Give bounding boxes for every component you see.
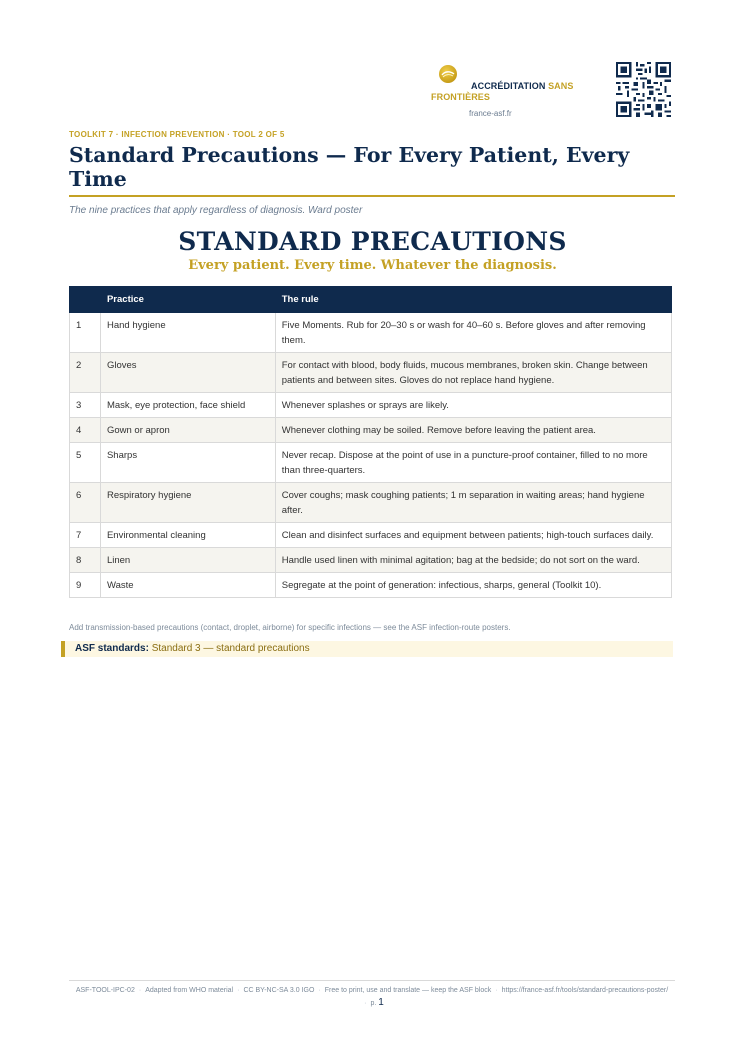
poster-heading: STANDARD PRECAUTIONS <box>178 227 567 256</box>
table-row <box>70 523 672 548</box>
brand-name-part1: ACCRÉDITATION <box>471 81 546 91</box>
row-number: 2 <box>70 353 101 393</box>
row-practice: Linen <box>100 548 275 573</box>
poster-tagline: Every patient. Every time. Whatever the diagnosis. <box>188 258 557 273</box>
row-practice: Mask, eye protection, face shield <box>100 393 275 418</box>
table-row <box>70 353 672 393</box>
footer-usage: Free to print, use and translate — keep the ASF block <box>324 987 492 994</box>
brand-block <box>431 64 601 118</box>
row-number: 8 <box>70 548 101 573</box>
footer-url[interactable]: https://france-asf.fr/tools/standard-precautions-poster/ <box>501 987 669 994</box>
row-number: 5 <box>70 443 101 483</box>
table-row <box>70 443 672 483</box>
toolkit-label: TOOLKIT 7 · INFECTION PREVENTION · TOOL 2 OF 5 <box>69 130 285 139</box>
column-header-practice: Practice <box>100 287 275 313</box>
footer-page-number: 1 <box>378 997 384 1008</box>
table-row <box>70 548 672 573</box>
row-practice: Gown or apron <box>100 418 275 443</box>
page-header <box>0 0 745 125</box>
table-header-row <box>70 287 672 313</box>
brand-website[interactable]: france-asf.fr <box>469 109 512 118</box>
row-practice: Sharps <box>100 443 275 483</box>
table-footnote: Add transmission-based precautions (contact, droplet, airborne) for specific infections — see the ASF infection-route posters. <box>69 623 511 632</box>
footer-doc-code: ASF-TOOL-IPC-02 <box>75 987 135 994</box>
brand-logo-row <box>431 64 601 104</box>
asf-standards-box <box>61 641 673 657</box>
page-subtitle: The nine practices that apply regardless of diagnosis. Ward poster <box>69 205 363 216</box>
footer-separator: · <box>495 987 498 994</box>
page-title: Standard Precautions — For Every Patient, Every Time <box>69 143 630 191</box>
row-rule: Segregate at the point of generation: infectious, sharps, general (Toolkit 10). <box>275 573 671 598</box>
row-rule: For contact with blood, body fluids, mucous membranes, broken skin. Change between patients and between sites. Gloves do not replace hand hygiene. <box>275 353 671 393</box>
row-practice: Hand hygiene <box>100 313 275 353</box>
row-rule: Handle used linen with minimal agitation; bag at the bedside; do not sort on the ward. <box>275 548 671 573</box>
table-row <box>70 393 672 418</box>
table-row <box>70 418 672 443</box>
footer-separator: · <box>138 987 142 994</box>
brand-name <box>431 81 601 103</box>
column-header-number <box>70 287 101 313</box>
footer-separator: · <box>318 987 321 994</box>
row-rule: Clean and disinfect surfaces and equipment between patients; high-touch surfaces daily. <box>275 523 671 548</box>
row-number: 1 <box>70 313 101 353</box>
title-divider <box>69 195 675 197</box>
row-rule: Five Moments. Rub for 20–30 s or wash for 40–60 s. Before gloves and after removing them. <box>275 313 671 353</box>
row-practice: Gloves <box>100 353 275 393</box>
standards-label: ASF standards: <box>75 643 149 654</box>
qr-code-icon <box>616 62 671 117</box>
row-rule: Whenever clothing may be soiled. Remove before leaving the patient area. <box>275 418 671 443</box>
row-rule: Whenever splashes or sprays are likely. <box>275 393 671 418</box>
footer-separator: · <box>364 1000 367 1007</box>
table-row <box>70 573 672 598</box>
footer-divider <box>69 980 675 981</box>
column-header-rule: The rule <box>275 287 671 313</box>
row-number: 4 <box>70 418 101 443</box>
row-practice: Environmental cleaning <box>100 523 275 548</box>
footer-license: CC BY-NC-SA 3.0 IGO <box>243 987 315 994</box>
row-number: 9 <box>70 573 101 598</box>
row-number: 3 <box>70 393 101 418</box>
table-row <box>70 313 672 353</box>
footer-separator: · <box>237 987 240 994</box>
row-rule: Cover coughs; mask coughing patients; 1 m separation in waiting areas; hand hygiene after. <box>275 483 671 523</box>
row-number: 6 <box>70 483 101 523</box>
table-row <box>70 483 672 523</box>
standards-value: Standard 3 — standard precautions <box>151 643 310 654</box>
row-number: 7 <box>70 523 101 548</box>
row-practice: Waste <box>100 573 275 598</box>
row-practice: Respiratory hygiene <box>100 483 275 523</box>
page-footer <box>69 985 675 1010</box>
precautions-table <box>69 286 672 598</box>
footer-source: Adapted from WHO material <box>145 987 234 994</box>
row-rule: Never recap. Dispose at the point of use in a puncture-proof container, filled to no more than three-quarters. <box>275 443 671 483</box>
brand-name-part2: SANS FRONTIÈRES <box>431 81 574 102</box>
footer-page-prefix: p. <box>370 1000 377 1007</box>
